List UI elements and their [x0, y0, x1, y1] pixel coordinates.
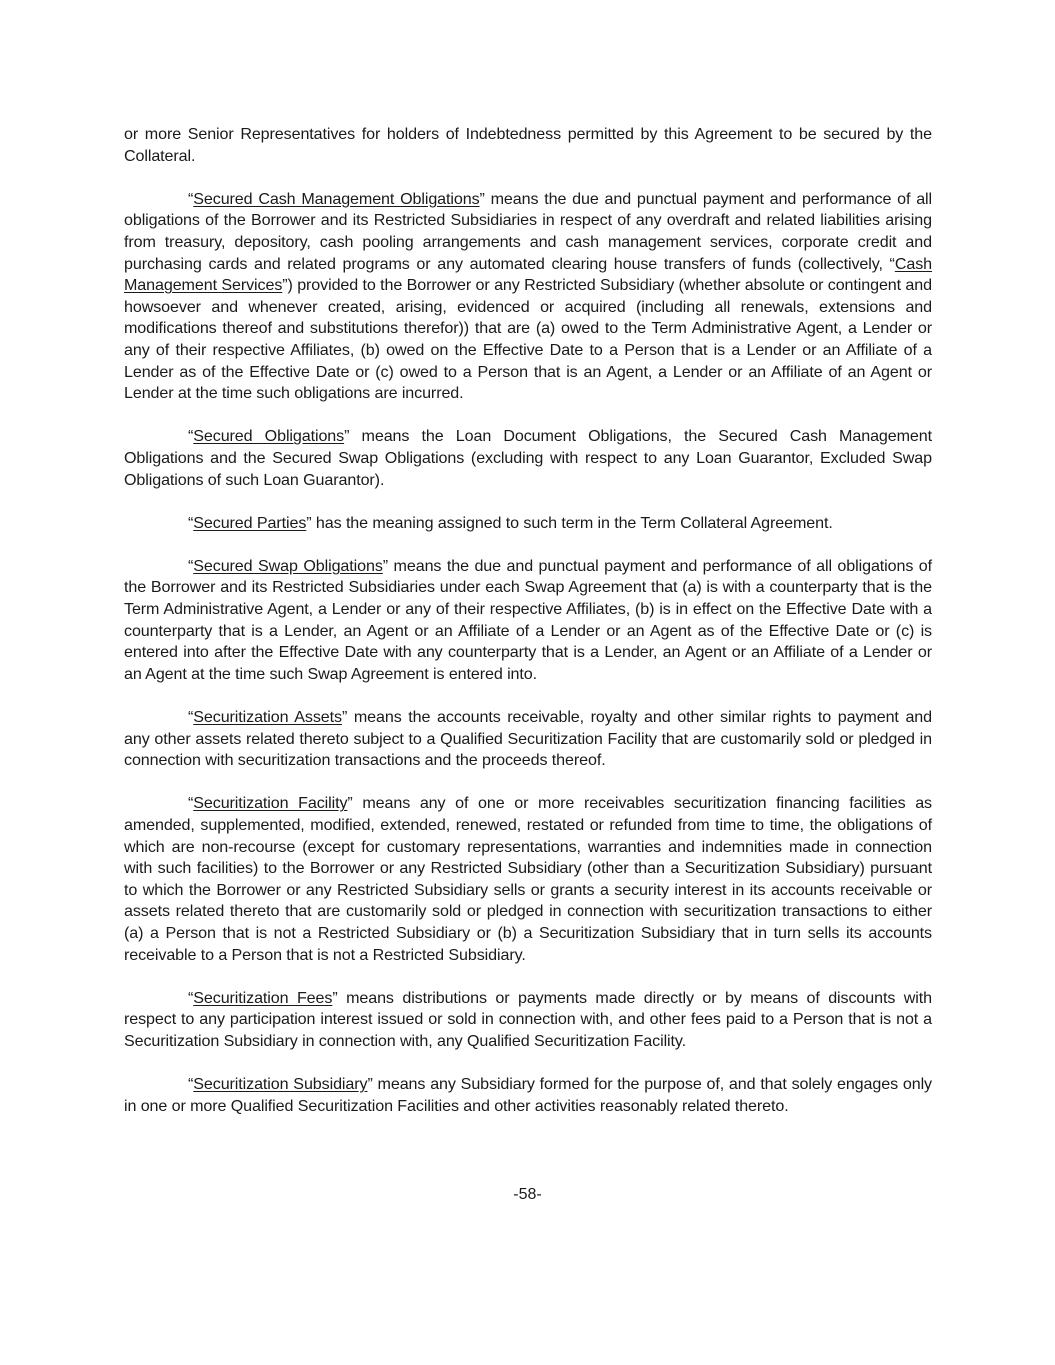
defined-term: Secured Obligations — [193, 427, 345, 446]
close-quote: ” — [341, 708, 348, 727]
close-quote: ” — [344, 427, 350, 446]
close-quote: ” — [367, 1075, 373, 1094]
defined-term: Securitization Assets — [193, 708, 342, 727]
open-quote: “ — [188, 794, 194, 813]
page-number: -58- — [513, 1186, 542, 1203]
definition-text-continued: ”) provided to the Borrower or any Restricted Subsidiary (whether absolute or contingent and howsoever and whenever created, arising, evidenced or acquired (including all renewals, extensions and modifications thereof and substitutions therefor)) that are (a) owed to the Term Administrative Agent, a Lender or any of their respective Affiliates, (b) owed on the Effective Date to a Person that is a Lender or an Affiliate of a Lender as of the Effective Date or (c) owed to a Person that is an Agent, a Lender or an Affiliate of an Agent or Lender at the time such obligations are incurred. — [124, 276, 932, 403]
open-quote: “ — [188, 513, 194, 532]
paragraph-text: or more Senior Representatives for holders of Indebtedness permitted by this Agreement to be secured by the Collateral. — [124, 125, 932, 165]
definition-securitization-fees — [124, 988, 932, 1053]
defined-term: Securitization Facility — [193, 794, 348, 813]
open-quote: “ — [188, 427, 194, 446]
close-quote: ” — [479, 189, 485, 208]
paragraph-continuation — [124, 124, 932, 167]
definition-text: has the meaning assigned to such term in the Term Collateral Agreement. — [311, 513, 833, 532]
open-quote: “ — [188, 988, 194, 1007]
definition-securitization-assets — [124, 707, 932, 772]
defined-term: Securitization Subsidiary — [193, 1075, 368, 1094]
defined-term: Secured Cash Management Obligations — [193, 189, 480, 208]
definition-text: means the due and punctual payment and performance of all obligations of the Borrower and its Restricted Subsidiaries in respect of any overdraft and related liabilities arising from treasury, depository, cash pooling arrangements and cash management services, corporate credit and purchasing cards and related programs or any automated clearing house transfers of funds (collectively, “ — [124, 189, 932, 273]
definition-text: means any of one or more receivables securitization financing facilities as amended, supplemented, modified, extended, renewed, restated or refunded from time to time, the obligations of which are non-recourse (except for customary representations, warranties and indemnities made in connection with such facilities) to the Borrower or any Restricted Subsidiary (other than a Securitization Subsidiary) pursuant to which the Borrower or any Restricted Subsidiary sells or grants a security interest in its accounts receivable or assets related thereto that are customarily sold or pledged in connection with securitization transactions to either (a) a Person that is not a Restricted Subsidiary or (b) a Securitization Subsidiary that in turn sells its accounts receivable to a Person that is not a Restricted Subsidiary. — [124, 794, 932, 964]
close-quote: ” — [306, 513, 312, 532]
definition-secured-parties — [124, 513, 932, 535]
defined-term: Secured Parties — [193, 513, 307, 532]
close-quote: ” — [332, 988, 338, 1007]
definition-secured-swap-obligations — [124, 556, 932, 686]
close-quote: ” — [382, 556, 389, 575]
document-page — [124, 124, 932, 1139]
definition-text: means the due and punctual payment and performance of all obligations of the Borrower and its Restricted Subsidiaries under each Swap Agreement that (a) is with a counterparty that is the Term Administrative Agent, a Lender or any of their respective Affiliates, (b) is in effect on the Effective Date with a counterparty that is a Lender, an Agent or an Affiliate of a Lender or an Agent as of the Effective Date or (c) is entered into after the Effective Date with any counterparty that is a Lender, an Agent or an Affiliate of a Lender or an Agent at the time such Swap Agreement is entered into. — [124, 556, 933, 683]
definition-secured-obligations — [124, 426, 932, 491]
open-quote: “ — [188, 189, 194, 208]
open-quote: “ — [188, 708, 194, 727]
definition-text: means any Subsidiary formed for the purpose of, and that solely engages only in one or more Qualified Securitization Facilities and other activities reasonably related thereto. — [124, 1075, 932, 1115]
defined-term: Secured Swap Obligations — [193, 556, 383, 575]
close-quote: ” — [347, 794, 353, 813]
open-quote: “ — [188, 556, 194, 575]
definition-text: means the Loan Document Obligations, the Secured Cash Management Obligations and the Secured Swap Obligations (excluding with respect to any Loan Guarantor, Excluded Swap Obligations of such Loan Guarantor). — [124, 427, 932, 489]
definition-secured-cash-management-obligations — [124, 189, 932, 405]
defined-term-inner: Cash Management Services — [124, 254, 932, 295]
defined-term: Securitization Fees — [193, 988, 333, 1007]
definition-securitization-facility — [124, 793, 932, 966]
definition-securitization-subsidiary — [124, 1074, 932, 1117]
definition-text: means distributions or payments made directly or by means of discounts with respect to any participation interest issued or sold in connection with, and other fees paid to a Person that is not a Securitization Subsidiary in connection with, any Qualified Securitization Facility. — [124, 988, 932, 1050]
open-quote: “ — [188, 1075, 194, 1094]
definition-text: means the accounts receivable, royalty and other similar rights to payment and any other assets related thereto subject to a Qualified Securitization Facility that are customarily sold or pledged in connection with securitization transactions and the proceeds thereof. — [124, 708, 932, 770]
